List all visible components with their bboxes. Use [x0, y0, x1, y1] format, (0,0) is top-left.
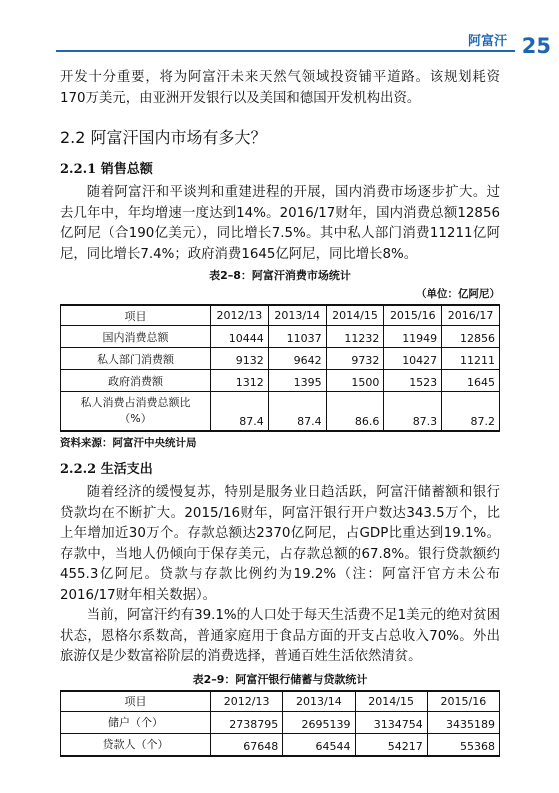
subsection-title-living: 2.2.2 生活支出 [60, 462, 153, 477]
table-cell: 11211 [442, 348, 500, 370]
table-cell: 1500 [326, 370, 384, 392]
savings-loans-table [60, 690, 500, 757]
table-cell: 1523 [384, 370, 442, 392]
row-label: 国内消费总额 [61, 326, 211, 348]
consumption-table [60, 304, 500, 432]
table-cell: 9642 [268, 348, 326, 370]
row-label-line: （%） [119, 412, 152, 425]
table-header-cell: 2014/15 [326, 305, 384, 326]
table1-caption: 表2–8：阿富汗消费市场统计 [209, 269, 351, 282]
header-rule [56, 50, 515, 52]
table-cell: 11037 [268, 326, 326, 348]
living-paragraph-1: 随着经济的缓慢复苏，特别是服务业日趋活跃，阿富汗储蓄额和银行贷款均在不断扩大。2015/16财年，阿富汗银行开户数达343.5万个，比上年增加近30万个。存款总额达2370亿阿尼，占GDP比重达到19.1%。存款中，当地人仍倾向于保存美元，占存款总额的67.8%。银行贷款额约455.3亿阿尼。贷款与存款比例约为19.2%（注：阿富汗官方未公布2016/17财年相关数据）。 [60, 485, 500, 603]
table-cell: 11232 [326, 326, 384, 348]
table-cell: 86.6 [326, 392, 384, 432]
table-cell: 12856 [442, 326, 500, 348]
intro-paragraph: 开发十分重要，将为阿富汗未来天然气领域投资铺平道路。该规划耗资170万美元，由亚洲开发银行以及美国和德国开发机构出资。 [60, 70, 500, 106]
table-cell: 55368 [427, 733, 499, 756]
page-number: 25 [521, 34, 551, 58]
table1-source: 资料来源：阿富汗中央统计局 [60, 437, 197, 449]
table-row [61, 392, 500, 432]
table-row [61, 733, 500, 756]
table-cell: 87.4 [211, 392, 269, 432]
table-header-cell: 项目 [61, 691, 211, 712]
table-cell: 67648 [211, 733, 283, 756]
table-header-row [61, 305, 500, 326]
table-header-cell: 2015/16 [427, 691, 499, 712]
living-paragraph-2: 当前，阿富汗约有39.1%的人口处于每天生活费不足1美元的绝对贫困状态，恩格尔系数高，普通家庭用于食品方面的开支占总收入70%。外出旅游仅是少数富裕阶层的消费选择，普通百姓生活依然清贫。 [60, 608, 500, 664]
running-header-title: 阿富汗 [467, 34, 507, 49]
table-header-cell: 2014/15 [355, 691, 427, 712]
sales-paragraph: 随着阿富汗和平谈判和重建进程的开展，国内消费市场逐步扩大。过去几年中，年均增速一度达到14%。2016/17财年，国内消费总额12856亿阿尼（合190亿美元），同比增长7.5%。其中私人部门消费11211亿阿尼，同比增长7.4%；政府消费1645亿阿尼，同比增长8%。 [60, 185, 500, 262]
table2-caption: 表2–9：阿富汗银行储蓄与贷款统计 [192, 672, 368, 686]
table-header-cell: 2016/17 [442, 305, 500, 326]
page-content [60, 68, 500, 757]
section-title: 2.2 阿富汗国内市场有多大？ [60, 128, 267, 147]
table-cell: 87.3 [384, 392, 442, 432]
table-cell: 11949 [384, 326, 442, 348]
table-cell: 3134754 [355, 711, 427, 733]
table-header-cell: 2013/14 [268, 305, 326, 326]
row-label: 储户（个） [61, 711, 211, 733]
subsection-title-sales: 2.2.1 销售总额 [60, 162, 153, 177]
row-label: 政府消费额 [61, 370, 211, 392]
table-cell: 87.4 [268, 392, 326, 432]
table-header-cell: 2015/16 [384, 305, 442, 326]
table-cell: 1395 [268, 370, 326, 392]
table-cell: 2738795 [211, 711, 283, 733]
table-row [61, 348, 500, 370]
table-row [61, 711, 500, 733]
table-row [61, 326, 500, 348]
table-cell: 1645 [442, 370, 500, 392]
table-cell: 64544 [283, 733, 355, 756]
table-cell: 10427 [384, 348, 442, 370]
row-label [61, 392, 211, 432]
table-header-row [61, 691, 500, 712]
table-cell: 3435189 [427, 711, 499, 733]
table-cell: 2695139 [283, 711, 355, 733]
row-label: 贷款人（个） [61, 733, 211, 756]
row-label-line: 私人消费占消费总额比 [80, 396, 191, 409]
table-header-cell: 2012/13 [211, 305, 269, 326]
table-row [61, 370, 500, 392]
table-cell: 10444 [211, 326, 269, 348]
table-header-cell: 2012/13 [211, 691, 283, 712]
table-cell: 9732 [326, 348, 384, 370]
table-cell: 54217 [355, 733, 427, 756]
row-label: 私人部门消费额 [61, 348, 211, 370]
table-header-cell: 2013/14 [283, 691, 355, 712]
table-header-cell: 项目 [61, 305, 211, 326]
table-cell: 9132 [211, 348, 269, 370]
table1-unit: （单位：亿阿尼） [416, 288, 500, 300]
table-cell: 87.2 [442, 392, 500, 432]
table-cell: 1312 [211, 370, 269, 392]
